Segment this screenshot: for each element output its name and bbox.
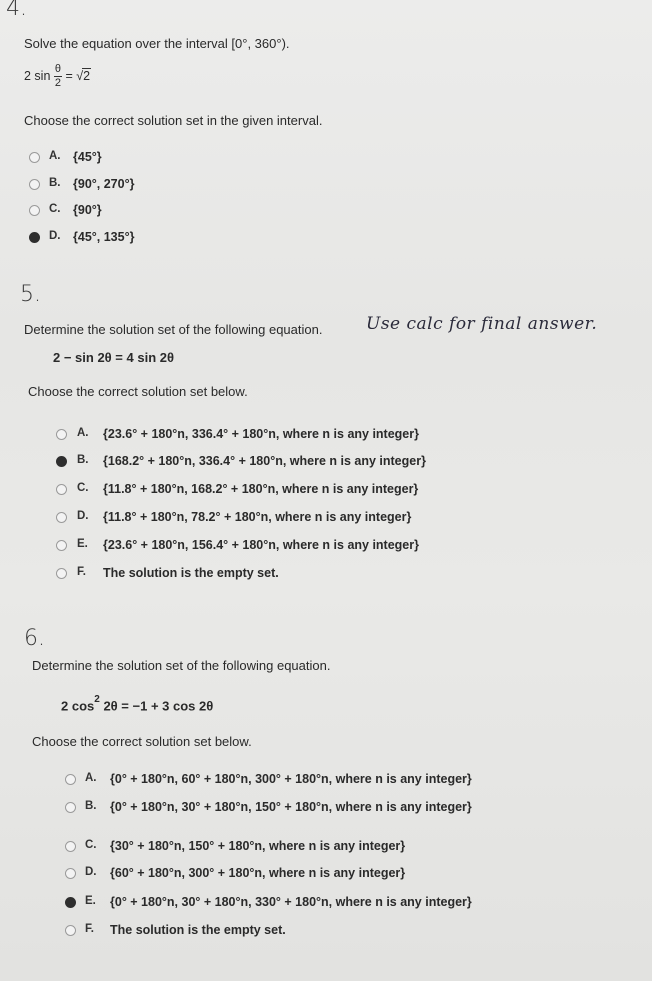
equals-sign: = <box>65 68 73 83</box>
equation-fraction <box>54 64 62 89</box>
option-text: {0° + 180°n, 30° + 180°n, 150° + 180°n, where n is any integer} <box>110 800 472 814</box>
question-4-number: 4. <box>6 0 27 21</box>
option-text: {11.8° + 180°n, 78.2° + 180°n, where n is any integer} <box>103 510 412 524</box>
option-text: {168.2° + 180°n, 336.4° + 180°n, where n is any integer} <box>103 454 426 468</box>
option-letter: A. <box>85 772 97 784</box>
sqrt-argument: 2 <box>83 68 91 83</box>
radio-q5-f[interactable] <box>56 568 67 579</box>
sqrt-symbol: √ <box>76 68 84 83</box>
radio-q5-b-selected[interactable] <box>56 456 67 467</box>
option-letter: F. <box>85 923 94 935</box>
radio-q5-a[interactable] <box>56 429 67 440</box>
radio-q5-e[interactable] <box>56 540 67 551</box>
option-letter: E. <box>77 538 88 550</box>
radio-q6-e-selected[interactable] <box>65 897 76 908</box>
option-letter: B. <box>77 454 89 466</box>
option-text: {23.6° + 180°n, 336.4° + 180°n, where n is any integer} <box>103 427 419 441</box>
question-5-equation: 2 − sin 2θ = 4 sin 2θ <box>53 350 175 365</box>
option-letter: D. <box>85 866 97 878</box>
option-text: {45°, 135°} <box>73 230 135 244</box>
radio-q4-a[interactable] <box>29 152 40 163</box>
option-letter: A. <box>77 427 89 439</box>
radio-q4-c[interactable] <box>29 205 40 216</box>
question-4-choose: Choose the correct solution set in the given interval. <box>24 113 323 128</box>
question-4-equation <box>24 64 91 89</box>
radio-q6-d[interactable] <box>65 868 76 879</box>
option-letter: C. <box>85 839 97 851</box>
radio-q5-c[interactable] <box>56 484 67 495</box>
option-letter: D. <box>49 230 61 242</box>
radio-q6-c[interactable] <box>65 841 76 852</box>
option-letter: A. <box>49 150 61 162</box>
option-letter: C. <box>49 203 61 215</box>
equation-coefficient: 2 sin <box>24 68 51 83</box>
equation-right: 2θ = −1 + 3 cos 2θ <box>103 698 214 714</box>
fraction-denominator: 2 <box>54 77 62 89</box>
question-6-equation <box>61 694 214 714</box>
radio-q5-d[interactable] <box>56 512 67 523</box>
question-6-prompt: Determine the solution set of the following equation. <box>32 658 331 673</box>
option-text: {11.8° + 180°n, 168.2° + 180°n, where n is any integer} <box>103 482 419 496</box>
option-text: {0° + 180°n, 60° + 180°n, 300° + 180°n, where n is any integer} <box>110 772 472 786</box>
radio-q4-d-selected[interactable] <box>29 232 40 243</box>
question-5-choose: Choose the correct solution set below. <box>28 384 248 399</box>
option-text: {60° + 180°n, 300° + 180°n, where n is any integer} <box>110 866 406 880</box>
question-5-number: 5. <box>20 282 41 307</box>
option-text: {90°} <box>73 203 102 217</box>
option-text: {45°} <box>73 150 102 164</box>
option-letter: C. <box>77 482 89 494</box>
radio-q6-b[interactable] <box>65 802 76 813</box>
handwritten-note: Use calc for final answer. <box>366 314 598 334</box>
equation-left: 2 cos <box>61 698 95 714</box>
question-5-prompt: Determine the solution set of the following equation. <box>24 322 323 337</box>
option-letter: F. <box>77 566 86 578</box>
option-text: {30° + 180°n, 150° + 180°n, where n is any integer} <box>110 839 406 853</box>
option-letter: B. <box>49 177 61 189</box>
fraction-numerator: θ <box>54 63 62 75</box>
radio-q6-a[interactable] <box>65 774 76 785</box>
option-text: {0° + 180°n, 30° + 180°n, 330° + 180°n, where n is any integer} <box>110 895 472 909</box>
question-6-choose: Choose the correct solution set below. <box>32 734 252 749</box>
radio-q4-b[interactable] <box>29 179 40 190</box>
option-letter: D. <box>77 510 89 522</box>
option-letter: B. <box>85 800 97 812</box>
option-text: The solution is the empty set. <box>110 923 286 937</box>
option-text: The solution is the empty set. <box>103 566 279 580</box>
question-6-number: 6. <box>24 626 45 651</box>
equation-exponent: 2 <box>94 694 100 705</box>
option-text: {23.6° + 180°n, 156.4° + 180°n, where n is any integer} <box>103 538 419 552</box>
option-text: {90°, 270°} <box>73 177 135 191</box>
option-letter: E. <box>85 895 96 907</box>
question-4-prompt: Solve the equation over the interval [0°, 360°). <box>24 36 290 51</box>
radio-q6-f[interactable] <box>65 925 76 936</box>
